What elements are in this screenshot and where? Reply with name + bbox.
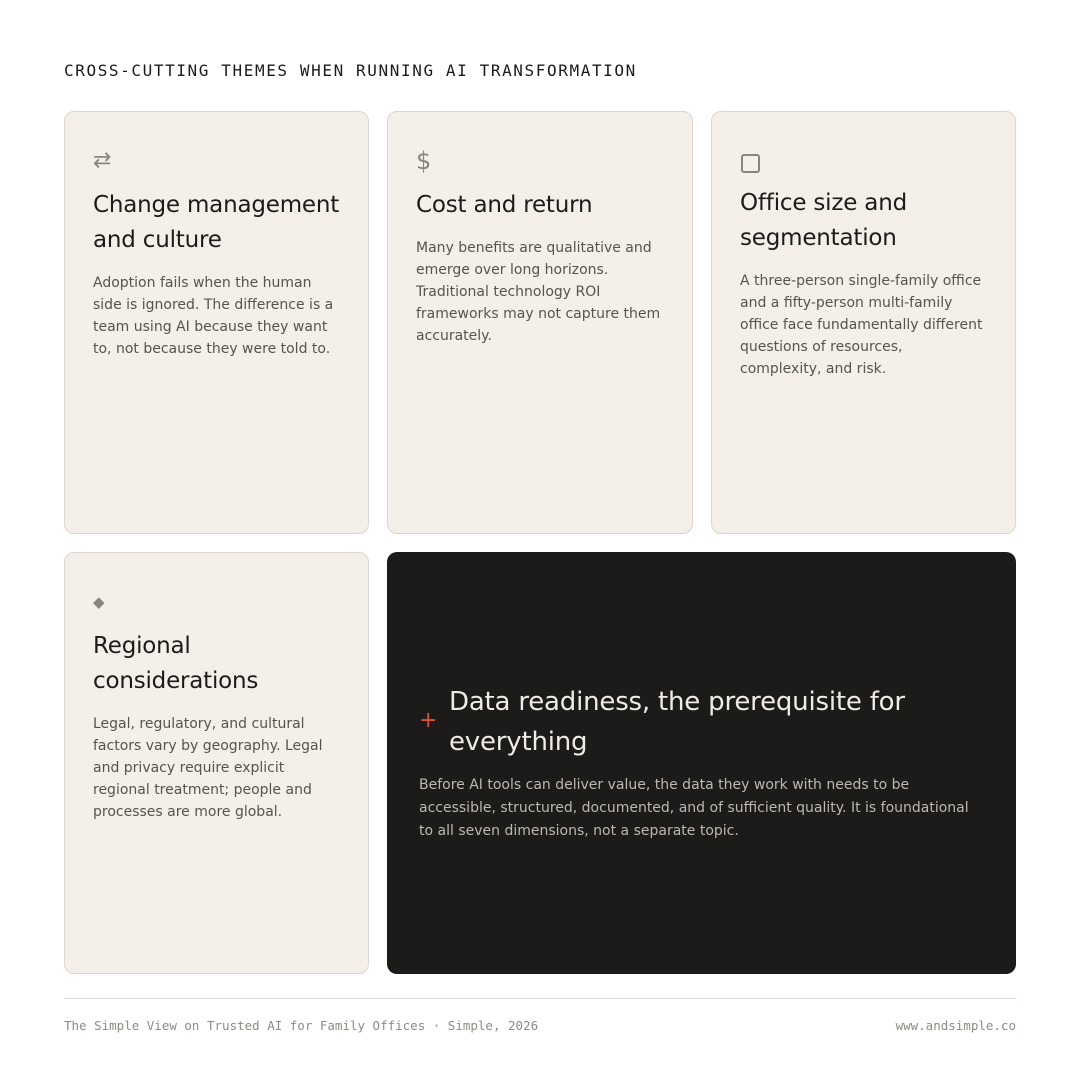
footer-website: www.andsimple.co — [895, 1018, 1016, 1033]
icon-wrapper — [740, 150, 987, 172]
dollar-icon: $ — [416, 147, 432, 175]
card-title: Regional considerations — [93, 633, 259, 694]
plus-icon: + — [419, 708, 438, 733]
footer-divider — [64, 998, 1016, 999]
card-office-size — [711, 111, 1016, 534]
card-cost-and-return — [387, 111, 693, 534]
feature-title: Data readiness, the prerequisite for everything — [449, 687, 905, 757]
card-body: A three-person single-family office and a fifty-person multi-family office face fundamentally different questions of resources, complexity, and risk. — [740, 273, 983, 377]
feature-body: Before AI tools can deliver value, the data they work with needs to be accessible, structured, documented, and of sufficient quality. It is foundational to all seven dimensions, not a separate topic. — [419, 777, 969, 839]
square-outline-icon — [741, 154, 760, 173]
diamond-icon: ◆ — [93, 593, 105, 611]
card-regional-considerations — [64, 552, 369, 974]
card-body: Adoption fails when the human side is ignored. The difference is a team using AI because they want to, not because they were told to. — [93, 275, 334, 357]
footer-source: The Simple View on Trusted AI for Family Offices · Simple, 2026 — [64, 1018, 539, 1033]
card-title: Office size and segmentation — [740, 190, 907, 251]
card-change-management — [64, 111, 369, 534]
page-heading: CROSS-CUTTING THEMES WHEN RUNNING AI TRANSFORMATION — [64, 61, 637, 80]
card-title: Cost and return — [416, 192, 593, 218]
card-title: Change management and culture — [93, 192, 340, 253]
card-body: Legal, regulatory, and cultural factors vary by geography. Legal and privacy require explicit regional treatment; people and processes are more global. — [93, 716, 323, 820]
feature-card-data-readiness — [387, 552, 1016, 974]
swap-arrows-icon: ⇄ — [93, 148, 112, 173]
card-body: Many benefits are qualitative and emerge over long horizons. Traditional technology ROI frameworks may not capture them accurately. — [416, 240, 661, 344]
